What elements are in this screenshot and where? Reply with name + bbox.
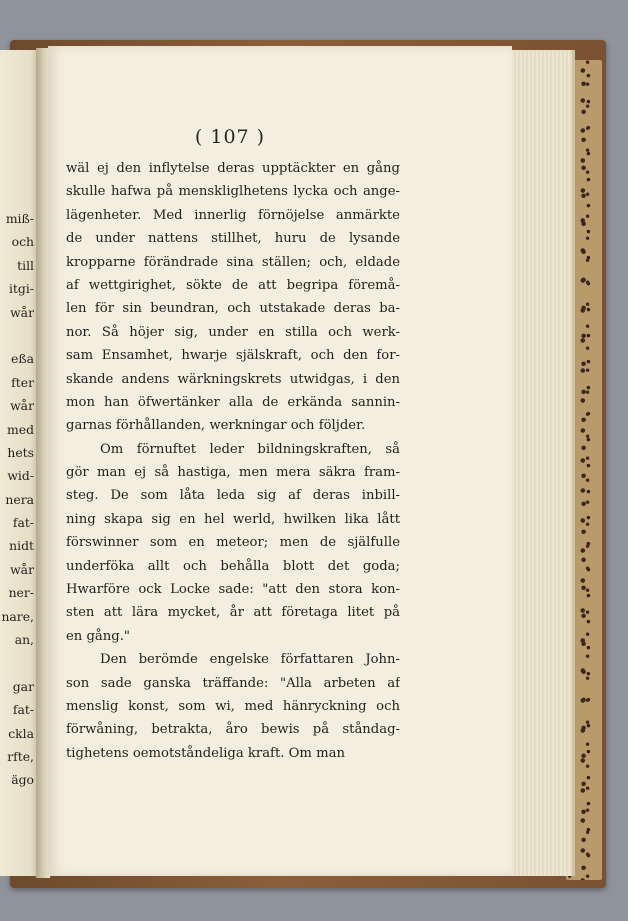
text-line: lägenheter. Med innerlig förnöjelse anmärkte [66,207,400,223]
text-line: wäl ej den inflytelse deras upptäckter en gång [66,161,400,176]
text-line: son sade ganska träffande: "Alla arbeten af [66,675,400,691]
left-text-fragment: eßa [11,351,34,367]
text-line: skande andens wärkningskrets utwidgas, i den [66,371,400,387]
left-text-fragment: och [11,234,34,250]
text-line: de under nattens stillhet, huru de lysande [66,231,400,247]
text-line: menslig konst, som wi, med hänryckning och [66,698,400,714]
left-text-fragment: miß- [5,211,34,226]
text-line: Hwarföre ock Locke sade: "att den stora kon- [66,582,400,598]
left-text-fragment: ckla [8,725,34,741]
text-line: len för sin beundran, och utstakade deras ba- [66,301,400,317]
left-text-fragment: hets [7,444,34,460]
text-line: nor. Så höjer sig, under en stilla och werk- [66,324,400,340]
left-text-fragment: an, [14,632,34,648]
left-text-fragment: wid- [7,468,34,484]
left-text-fragment: fat- [12,702,34,718]
text-line: Den berömde engelske författaren John- [100,652,400,668]
left-page [0,50,38,876]
left-text-fragment: gar [12,678,34,694]
page-number: ( 107 ) [194,126,266,148]
text-line: sten att lära mycket, år att företaga litet på [66,605,400,621]
left-text-fragment: med [6,421,34,437]
left-text-fragment: nare, [1,608,34,624]
left-text-fragment [0,651,34,674]
left-text-fragment: fter [11,374,34,390]
page-text [66,157,400,765]
left-text-fragment [0,324,34,347]
text-line: Om förnuftet leder bildningskraften, så [100,441,400,457]
left-text-fragment: nera [5,491,34,507]
text-line: sam Ensamhet, hwarje själskraft, och den for- [66,348,400,364]
text-line: tighetens oemotståndeliga kraft. Om man [66,745,345,761]
left-text-fragment: ner- [8,585,34,601]
left-text-fragment: wår [10,398,34,414]
left-text-fragment: fat- [12,515,34,531]
text-line: förwåning, betrakta, åro bewis på ståndag- [66,722,400,738]
text-line: af wettgirighet, sökte de att begripa föremå- [66,277,400,293]
left-text-fragment: till [17,257,34,273]
text-line: mon han öfwertänker alla de erkända sannin- [66,394,400,410]
left-text-fragment: ägo [11,772,34,788]
left-text-fragment: wår [10,304,34,320]
left-text-fragment: wår [10,561,34,577]
left-text-fragment: itgi- [8,281,34,297]
text-line: skulle hafwa på menskliglhetens lycka och ange- [66,184,400,200]
page-block-edges [508,50,575,876]
text-line: underföka allt och behålla blott det goda; [66,558,400,574]
text-line: steg. De som låta leda sig af deras inbill- [66,488,400,504]
text-line: gör man ej så hastiga, men mera säkra fram- [66,465,400,481]
text-line: en gång." [66,628,130,644]
text-line: förswinner som en meteor; men de själfulle [66,535,400,551]
left-text-fragment: nidt [9,538,34,554]
text-line: garnas förhållanden, werkningar och följder. [66,418,366,434]
text-line: ning skapa sig en hel werld, hwilken lika lått [66,511,400,527]
left-page-text [0,207,34,792]
text-line: kropparne förändrade sina ställen; och, eldade [66,254,400,270]
left-text-fragment: rfte, [7,748,34,764]
